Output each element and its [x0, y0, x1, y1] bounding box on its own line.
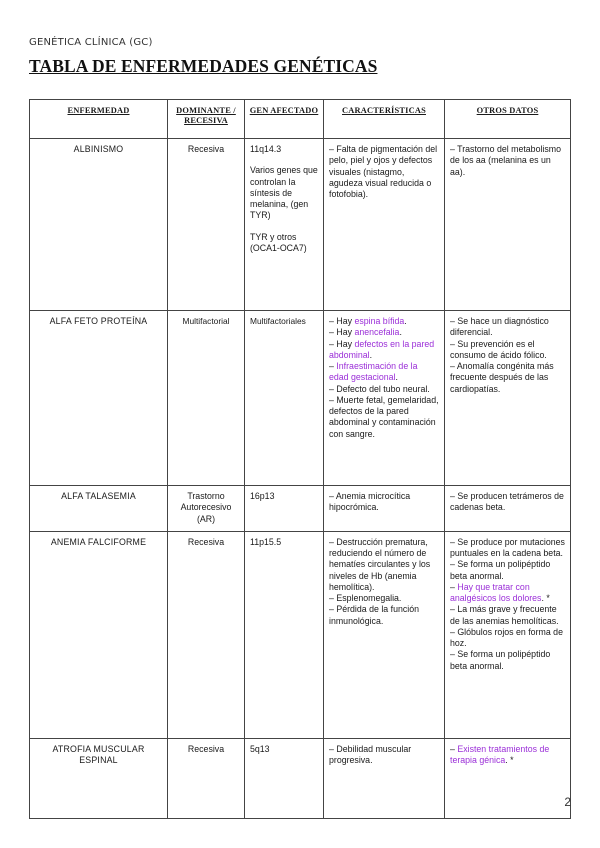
column-header-otros: OTROS DATOS: [445, 100, 571, 139]
other-data-item: – Se producen tetrámeros de cadenas beta.: [450, 491, 564, 513]
cell-gen: [245, 738, 324, 818]
cell-dominante: Recesiva: [168, 139, 245, 311]
cell-otros: [445, 531, 571, 738]
column-header-dominante: DOMINANTE / RECESIVA: [168, 100, 245, 139]
cell-enfermedad: ANEMIA FALCIFORME: [30, 531, 168, 738]
cell-enfermedad: ALFA TALASEMIA: [30, 486, 168, 532]
characteristic-item: – Hay anencefalia.: [329, 327, 402, 338]
gene-variants: TYR y otros (OCA1-OCA7): [250, 231, 307, 253]
cell-dominante: Recesiva: [168, 531, 245, 738]
page-title: TABLA DE ENFERMEDADES GENÉTICAS: [29, 56, 378, 76]
cell-otros: [445, 311, 571, 486]
characteristic-item: – Hay defectos en la pared abdominal.: [329, 338, 435, 360]
other-data-item: – Anomalía congénita más frecuente después de las cardiopatías.: [450, 361, 554, 394]
genetic-diseases-table: [29, 99, 571, 819]
characteristic-item: – Defecto del tubo neural.: [329, 383, 430, 394]
characteristic-item: – Muerte fetal, gemelaridad, defectos de la pared abdominal y contaminación con sangre.: [329, 394, 439, 439]
cell-caracteristicas: [324, 139, 445, 311]
characteristic-item: – Esplenomegalia.: [329, 593, 402, 603]
gene-description: Varios genes que controlan la síntesis de melanina, (gen TYR): [250, 165, 318, 221]
characteristic-item: – Infraestimación de la edad gestacional.: [329, 361, 418, 383]
cell-gen: [245, 311, 324, 486]
cell-gen: [245, 139, 324, 311]
column-header-caracteristicas: CARACTERÍSTICAS: [324, 100, 445, 139]
characteristic-item: – Destrucción prematura, reduciendo el número de hematíes circulantes y los niveles de Hb (anemia hemolítica).: [329, 536, 431, 592]
other-data-item: – La más grave y frecuente de las anemias hemolíticas.: [450, 604, 559, 626]
other-data-item: – Se produce por mutaciones puntuales en la cadena beta.: [450, 536, 565, 558]
other-data-item: – Hay que tratar con analgésicos los dolores. *: [450, 581, 550, 603]
table-row: [30, 311, 571, 486]
other-data-item: – Se forma un polipéptido beta anormal.: [450, 559, 551, 581]
table-row: [30, 486, 571, 532]
cell-enfermedad: ALFA FETO PROTEÍNA: [30, 311, 168, 486]
cell-dominante: Recesiva: [168, 738, 245, 818]
column-header-enfermedad: ENFERMEDAD: [30, 100, 168, 139]
gene-locus: 5q13: [250, 743, 270, 754]
other-data-item: – Existen tratamientos de terapia génica. *: [450, 743, 550, 765]
characteristic-item: – Pérdida de la función inmunológica.: [329, 604, 419, 626]
other-data-item: – Se hace un diagnóstico diferencial.: [450, 316, 549, 338]
cell-otros: [445, 486, 571, 532]
gene-locus: Multifactoriales: [250, 316, 306, 326]
cell-otros: [445, 139, 571, 311]
cell-enfermedad: ALBINISMO: [30, 139, 168, 311]
gene-locus: 16p13: [250, 491, 275, 501]
characteristic-item: – Hay espina bífida.: [329, 316, 407, 326]
table-row: [30, 738, 571, 818]
cell-caracteristicas: [324, 738, 445, 818]
column-header-gen: GEN AFECTADO: [245, 100, 324, 139]
cell-otros: [445, 738, 571, 818]
gene-locus: 11q14.3: [250, 144, 282, 154]
other-data-item: – Su prevención es el consumo de ácido fólico.: [450, 338, 547, 360]
other-data-item: – Se forma un polipéptido beta anormal.: [450, 649, 551, 671]
table-header-row: [30, 100, 571, 139]
cell-dominante: Multifactorial: [168, 311, 245, 486]
other-data-item: – Trastorno del metabolismo de los aa (melanina es un aa).: [450, 144, 561, 177]
characteristic-item: – Falta de pigmentación del pelo, piel y ojos y defectos visuales (nistagmo, agudeza visual reducida o fotofobia).: [329, 144, 438, 199]
cell-caracteristicas: [324, 486, 445, 532]
course-tag: GENÉTICA CLÍNICA (GC): [29, 37, 153, 48]
table-row: [30, 531, 571, 738]
page-number: 2: [564, 795, 571, 809]
other-data-item: – Glóbulos rojos en forma de hoz.: [450, 626, 563, 648]
cell-caracteristicas: [324, 531, 445, 738]
characteristic-item: – Debilidad muscular progresiva.: [329, 743, 412, 765]
cell-dominante: Trastorno Autorecesivo (AR): [168, 486, 245, 532]
characteristic-item: – Anemia microcítica hipocrómica.: [329, 491, 411, 513]
gene-locus: 11p15.5: [250, 536, 282, 547]
cell-enfermedad: ATROFIA MUSCULAR ESPINAL: [30, 738, 168, 818]
table-row: [30, 139, 571, 311]
cell-gen: [245, 531, 324, 738]
cell-caracteristicas: [324, 311, 445, 486]
cell-gen: [245, 486, 324, 532]
